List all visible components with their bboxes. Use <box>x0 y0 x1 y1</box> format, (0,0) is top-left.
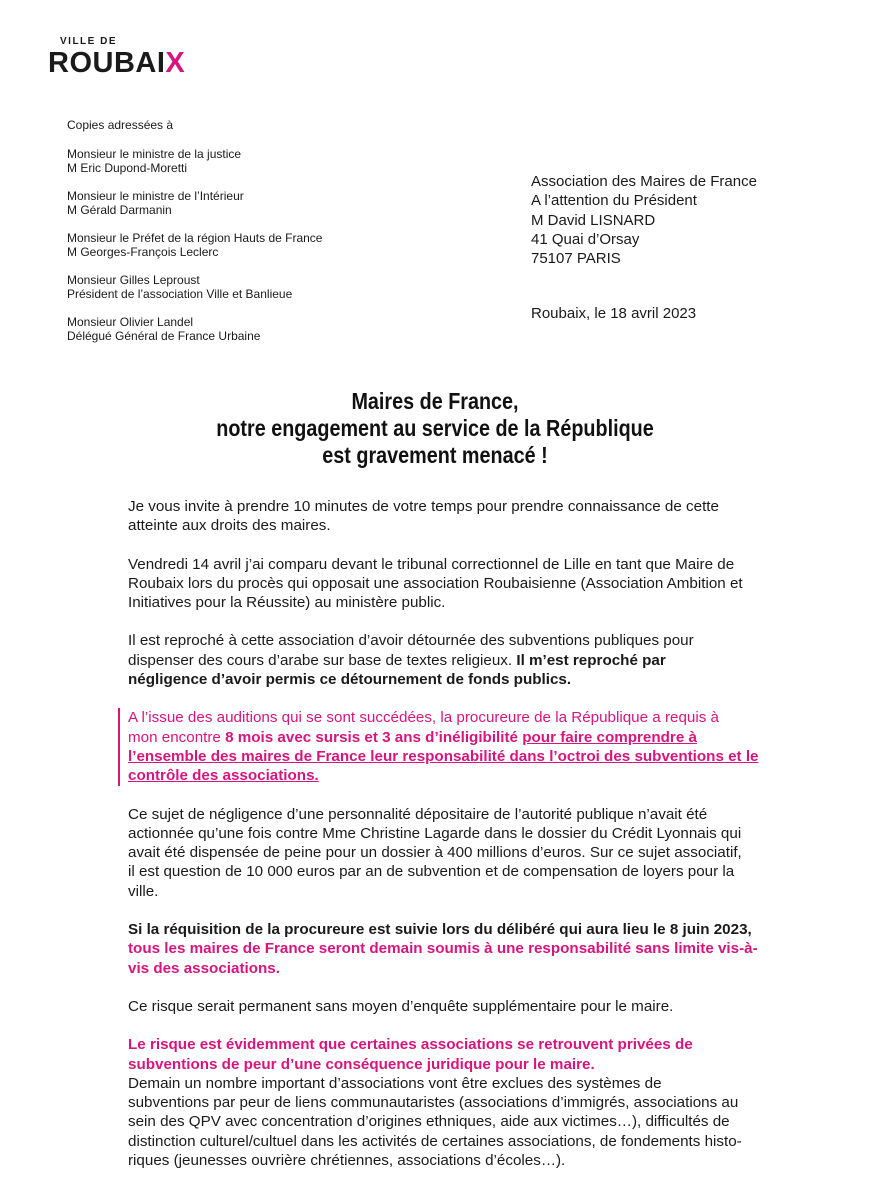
body-line: riques (jeunesses ouvrière chrétiennes, associations d’écoles…). <box>128 1152 566 1170</box>
logo-accent-x: X <box>165 47 186 79</box>
body-line: Roubaix lors du procès qui opposait une association Roubaisienne (Association Ambition et <box>128 574 743 592</box>
paragraph-accusation <box>128 631 798 689</box>
bold-text-span: Il m’est reproché par <box>516 651 666 669</box>
paragraph-invitation <box>128 497 798 536</box>
recipient-line: A l’attention du Président <box>531 192 697 210</box>
logo-ville-de: VILLE DE <box>60 36 118 47</box>
copies-title: Copies adressées à <box>67 118 174 132</box>
body-line: Il est reproché à cette association d’avoir détournée des subventions publiques pour <box>128 632 694 650</box>
body-line: subventions par peur de liens communautaristes (associations d’immigrés, associations au <box>128 1094 739 1112</box>
body-line: atteinte aux droits des maires. <box>128 517 331 535</box>
copy-line: Monsieur le ministre de l’Intérieur <box>67 188 244 203</box>
title-line: notre engagement au service de la République <box>216 415 654 441</box>
body-line: Ce sujet de négligence d’une personnalité dépositaire de l’autorité publique n’avait été <box>128 805 708 823</box>
copy-line: Monsieur Gilles Leproust <box>67 272 200 287</box>
letter-body <box>128 497 798 1189</box>
body-line: négligence d’avoir permis ce détournement de fonds publics. <box>128 671 572 689</box>
copy-entry <box>67 273 407 302</box>
title-line: Maires de France, <box>351 388 519 414</box>
copy-line: M Gérald Darmanin <box>67 203 172 217</box>
body-text-span: dispenser des cours d’arabe sur base de textes religieux. <box>128 651 517 669</box>
logo-roubaix <box>48 48 185 78</box>
body-line: contrôle des associations. <box>128 767 319 785</box>
title-line: est gravement menacé ! <box>322 442 548 468</box>
copy-line: M Eric Dupond-Moretti <box>67 161 188 175</box>
body-line: Initiatives pour la Réussite) au ministère public. <box>128 594 446 612</box>
copy-line: M Georges-François Leclerc <box>67 245 219 259</box>
recipient-line: 41 Quai d’Orsay <box>531 230 640 248</box>
city-logo <box>48 36 185 78</box>
copy-line: Président de l’association Ville et Banlieue <box>67 287 293 301</box>
body-line: avait été dispensée de peine pour un dossier à 400 millions d’euros. Sur ce sujet associatif, <box>128 844 742 862</box>
body-line: A l’issue des auditions qui se sont succédées, la procureure de la République a requis à <box>128 709 719 727</box>
paragraph-consequence <box>128 920 798 978</box>
body-line: Je vous invite à prendre 10 minutes de votre temps pour prendre connaissance de cette <box>128 498 719 515</box>
body-line: l’ensemble des maires de France leur responsabilité dans l’octroi des subventions et le <box>128 747 759 765</box>
copy-entry <box>67 189 407 218</box>
body-text-span: mon encontre <box>128 728 226 746</box>
copy-line: Délégué Général de France Urbaine <box>67 329 261 343</box>
body-line: actionnée qu’une fois contre Mme Christine Lagarde dans le dossier du Crédit Lyonnais qui <box>128 824 742 842</box>
body-line: Vendredi 14 avril j’ai comparu devant le tribunal correctionnel de Lille en tant que Maire de <box>128 555 735 573</box>
body-line: subventions de peur d’une conséquence juridique pour le maire. <box>128 1055 595 1073</box>
body-line <box>128 728 798 747</box>
paragraph-requisition <box>118 708 798 785</box>
body-line: Demain un nombre important d’associations vont être exclues des systèmes de <box>128 1074 662 1092</box>
body-line <box>128 651 798 670</box>
copy-line: Monsieur le Préfet de la région Hauts de France <box>67 230 323 245</box>
body-line: Si la réquisition de la procureure est suivie lors du délibéré qui aura lieu le 8 juin 2023, <box>128 921 752 939</box>
paragraph-risk-associations <box>128 1035 798 1074</box>
paragraph-exclusion <box>128 1074 798 1170</box>
paragraph-trial <box>128 555 798 613</box>
copy-entry <box>67 315 407 344</box>
recipient-line: Association des Maires de France <box>531 173 757 190</box>
logo-roubaix-text: ROUBAI <box>48 47 166 79</box>
body-line: sein des QPV avec concentration d’origines ethniques, aide aux victimes…), difficultés de <box>128 1113 730 1131</box>
bold-text-span: 8 mois avec sursis et 3 ans d’inéligibilité <box>225 728 518 746</box>
letter-date: Roubaix, le 18 avril 2023 <box>531 305 697 322</box>
body-line: Ce risque serait permanent sans moyen d’enquête supplémentaire pour le maire. <box>128 997 674 1015</box>
letter-title <box>61 388 809 469</box>
body-line: distinction culturel/cultuel dans les activités de certaines associations, de fondements histo- <box>128 1132 742 1150</box>
underlined-text-span: pour faire comprendre à <box>522 728 697 746</box>
copy-entry <box>67 147 407 176</box>
recipient-address <box>531 172 757 268</box>
copies-block <box>67 118 407 357</box>
copy-entry <box>67 231 407 260</box>
body-line: ville. <box>128 882 159 900</box>
copy-line: Monsieur le ministre de la justice <box>67 146 242 161</box>
copy-line: Monsieur Olivier Landel <box>67 314 194 329</box>
paragraph-negligence <box>128 805 798 901</box>
body-line: il est question de 10 000 euros par an de subvention et de compensation de loyers pour la <box>128 863 735 881</box>
recipient-line: 75107 PARIS <box>531 250 621 268</box>
body-line: vis des associations. <box>128 959 280 977</box>
body-line: tous les maires de France seront demain soumis à une responsabilité sans limite vis-à- <box>128 940 758 958</box>
recipient-line: M David LISNARD <box>531 211 656 229</box>
body-line: Le risque est évidemment que certaines associations se retrouvent privées de <box>128 1036 693 1054</box>
paragraph-risk <box>128 997 798 1016</box>
